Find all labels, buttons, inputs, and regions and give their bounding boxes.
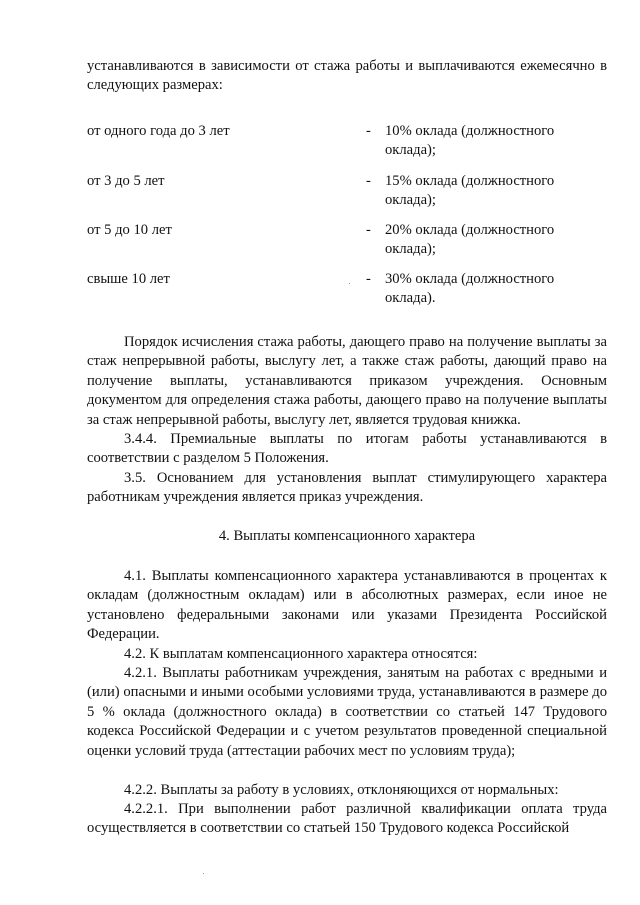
paragraph-3-4-4: 3.4.4. Премиальные выплаты по итогам работы устанавливаются в соответствии с разделом 5 Положения. (87, 431, 607, 467)
paragraph-4-2-2: 4.2.2. Выплаты за работу в условиях, отклоняющихся от нормальных: (124, 782, 559, 798)
seniority-range: от 3 до 5 лет (87, 173, 165, 189)
seniority-rate: 20% оклада (должностного оклада); (385, 222, 555, 258)
paragraph-4-2-1: 4.2.1. Выплаты работникам учреждения, занятым на работах с вредными и (или) опасными и иными особыми условиями труда, устанавливаются в размере до 5 % оклада (должностного оклада) в соответствии со статьей 147 Трудового кодекса Российской Федерации и с учетом результатов проведенной специальной оценки условий труда (аттестации рабочих мест по условиям труда); (87, 665, 607, 759)
scan-speck (203, 873, 204, 874)
seniority-rate: 30% оклада (должностного оклада). (385, 271, 555, 307)
paragraph-4-2: 4.2. К выплатам компенсационного характера относятся: (124, 646, 478, 662)
seniority-dash: - (366, 123, 371, 139)
seniority-row-2 (87, 172, 607, 214)
seniority-range: от одного года до 3 лет (87, 123, 230, 139)
seniority-calculation-paragraph: Порядок исчисления стажа работы, дающего право на получение выплаты за стаж непрерывной работы, выслугу лет, а также стаж работы, дающий право на получение выплаты, устанавливаются приказом учреждения. Основным документом для определения стажа работы, дающего право на получение выплаты за стаж непрерывной работы, выслугу лет, является трудовая книжка. (87, 334, 607, 428)
seniority-range: свыше 10 лет (87, 271, 170, 287)
seniority-dash: - (366, 173, 371, 189)
seniority-row-1 (87, 122, 607, 164)
seniority-row-3 (87, 221, 607, 263)
seniority-dash: - (366, 222, 371, 238)
section-4-heading: 4. Выплаты компенсационного характера (218, 528, 476, 544)
paragraph-3-5: 3.5. Основанием для установления выплат стимулирующего характера работникам учреждения является приказ учреждения. (87, 470, 607, 506)
seniority-row-4 (87, 270, 607, 312)
seniority-rate: 15% оклада (должностного оклада); (385, 173, 555, 209)
paragraph-4-2-2-1: 4.2.2.1. При выполнении работ различной квалификации оплата труда осуществляется в соответствии со статьей 150 Трудового кодекса Российской (87, 801, 607, 837)
intro-paragraph: устанавливаются в зависимости от стажа работы и выплачиваются ежемесячно в следующих размерах: (87, 58, 607, 94)
scan-speck (349, 283, 350, 284)
paragraph-4-1: 4.1. Выплаты компенсационного характера устанавливаются в процентах к окладам (должностным окладам) или в абсолютных размерах, если иное не установлено федеральными законами или указами Президента Российской Федерации. (87, 568, 607, 643)
seniority-dash: - (366, 271, 371, 287)
seniority-rate: 10% оклада (должностного оклада); (385, 123, 555, 159)
seniority-range: от 5 до 10 лет (87, 222, 172, 238)
